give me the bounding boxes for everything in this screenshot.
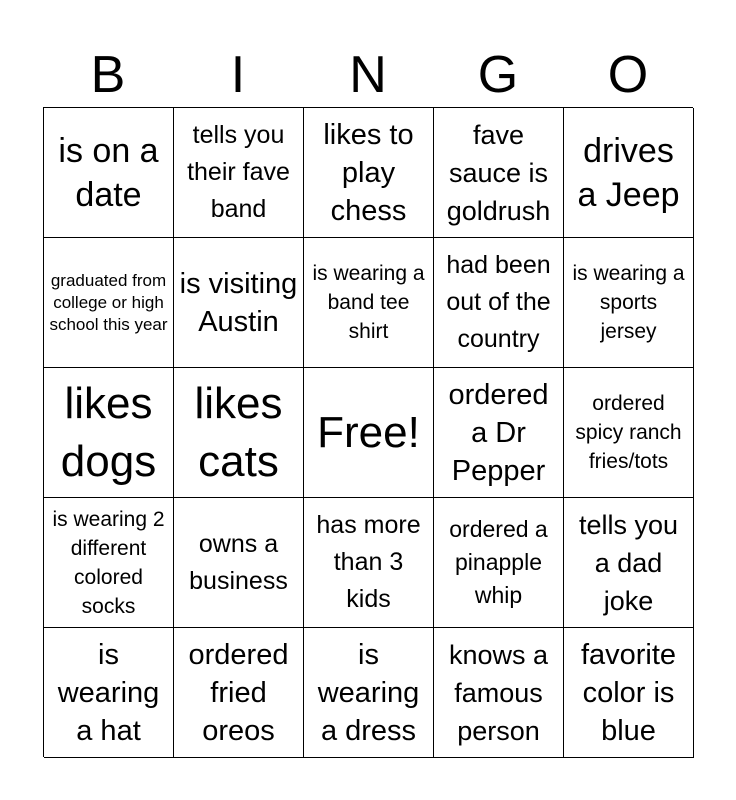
bingo-cell-r2-c1[interactable] — [44, 238, 174, 368]
cell-text: tells you a dad joke — [578, 509, 679, 616]
bingo-cell-r2-c5[interactable] — [564, 238, 694, 368]
bingo-cell-r1-c1[interactable] — [44, 108, 174, 238]
cell-text: has more than 3 kids — [316, 511, 421, 613]
cell-text: likes cats — [194, 378, 283, 486]
bingo-cell-r5-c3[interactable] — [304, 628, 434, 758]
bingo-cell-r2-c2[interactable] — [174, 238, 304, 368]
bingo-cell-r3-c1[interactable] — [44, 368, 174, 498]
bingo-cell-r4-c4[interactable] — [434, 498, 564, 628]
cell-text: is wearing 2 different colored socks — [52, 507, 165, 618]
free-space-text: Free! — [317, 407, 420, 457]
cell-text: is on a date — [58, 131, 159, 214]
cell-text: is wearing a sports jersey — [572, 262, 685, 343]
cell-text: likes to play chess — [323, 118, 414, 227]
bingo-cell-r3-c5[interactable] — [564, 368, 694, 498]
cell-text: favorite color is blue — [580, 638, 677, 747]
bingo-cell-r1-c2[interactable] — [174, 108, 304, 238]
header-letter-g: G — [477, 46, 519, 104]
cell-text: fave sauce is goldrush — [446, 119, 551, 226]
bingo-cell-r4-c2[interactable] — [174, 498, 304, 628]
bingo-cell-r1-c3[interactable] — [304, 108, 434, 238]
header-letter-i: I — [230, 46, 246, 104]
cell-text: drives a Jeep — [577, 131, 680, 214]
cell-text: is wearing a hat — [57, 638, 160, 747]
cell-text: likes dogs — [60, 378, 157, 486]
bingo-cell-r2-c4[interactable] — [434, 238, 564, 368]
header-letter-o: O — [607, 46, 649, 104]
cell-text: tells you their fave band — [187, 121, 290, 223]
bingo-cell-free[interactable] — [304, 368, 434, 498]
cell-text: is wearing a dress — [317, 638, 420, 747]
cell-text: had been out of the country — [446, 251, 551, 353]
cell-text: ordered spicy ranch fries/tots — [575, 392, 682, 473]
cell-text: ordered a Dr Pepper — [448, 378, 549, 487]
bingo-cell-r5-c5[interactable] — [564, 628, 694, 758]
bingo-cell-r3-c2[interactable] — [174, 368, 304, 498]
header-letter-n: N — [349, 46, 387, 104]
bingo-card-grid — [43, 107, 693, 757]
cell-text: ordered fried oreos — [188, 638, 289, 747]
bingo-header — [43, 42, 693, 108]
bingo-cell-r5-c2[interactable] — [174, 628, 304, 758]
bingo-cell-r4-c1[interactable] — [44, 498, 174, 628]
cell-text: ordered a pinapple whip — [449, 516, 548, 608]
bingo-cell-r3-c4[interactable] — [434, 368, 564, 498]
bingo-cell-r1-c5[interactable] — [564, 108, 694, 238]
cell-text: is visiting Austin — [179, 267, 298, 338]
cell-text: owns a business — [189, 529, 288, 595]
cell-text: graduated from college or high school this year — [49, 270, 168, 334]
bingo-cell-r4-c3[interactable] — [304, 498, 434, 628]
bingo-cell-r4-c5[interactable] — [564, 498, 694, 628]
bingo-cell-r1-c4[interactable] — [434, 108, 564, 238]
header-letter-b: B — [90, 46, 126, 104]
bingo-cell-r2-c3[interactable] — [304, 238, 434, 368]
cell-text: knows a famous person — [448, 639, 549, 746]
cell-text: is wearing a band tee shirt — [312, 262, 425, 343]
bingo-cell-r5-c4[interactable] — [434, 628, 564, 758]
bingo-cell-r5-c1[interactable] — [44, 628, 174, 758]
